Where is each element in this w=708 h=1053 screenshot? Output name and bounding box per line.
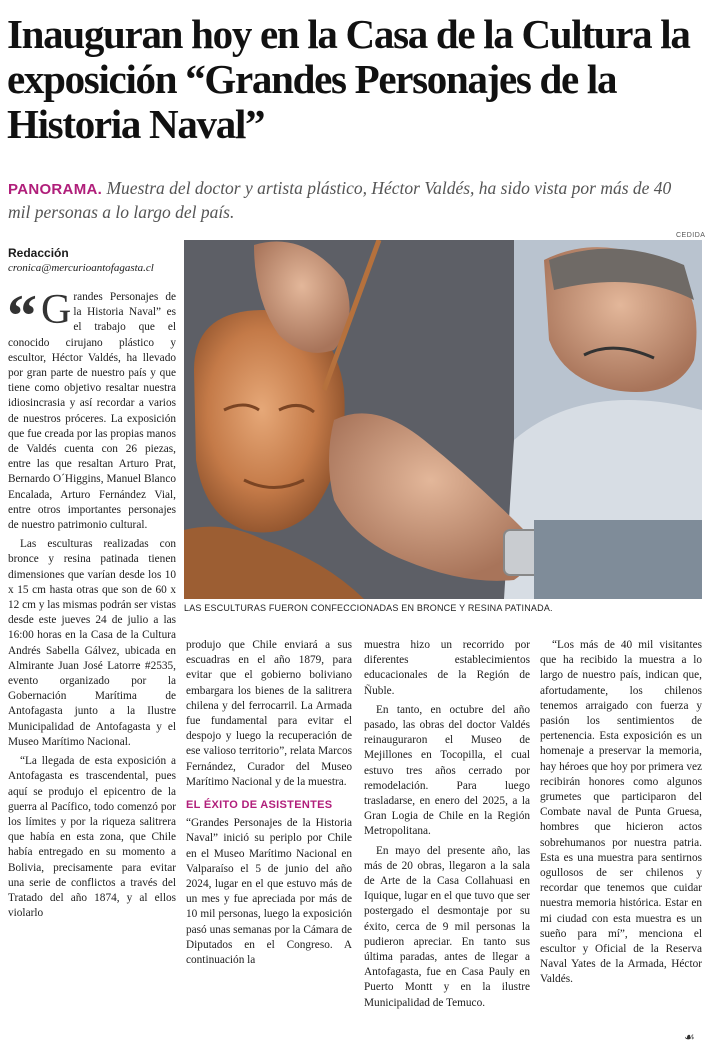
paragraph: produjo que Chile enviará a sus escuadras en el año 1879, para evitar que el gobierno boliviano embargara los bienes de la salitrera chilena y del ferrocarril. La Armada fue fundamental para evitar el despojo y luego la recuperación de ese valioso territorio”, relata Marcos Fernández, Curador del Museo Marítimo Nacional y de la muestra. (186, 639, 352, 788)
deck (8, 177, 698, 223)
deck-text: Muestra del doctor y artista plástico, Héctor Valdés, ha sido vista por más de 40 mil personas a lo largo del país. (8, 178, 672, 222)
lead-paragraph (7, 283, 176, 533)
paragraph: En tanto, en octubre del año pasado, las obras del doctor Valdés reinauguraron el Museo de Mejillones en Tocopilla, el cual estuvo tres años cerrado por remodelación. Para luego trasladarse, en enero del 2025, a la Gran Logia de Chile en la Región Metropolitana. (364, 703, 530, 838)
end-of-article-mark-icon: ☙ (684, 1030, 695, 1044)
drop-quote-mark: “ (7, 283, 37, 349)
sculptor-photo-illustration (184, 240, 702, 599)
section-subhead: EL ÉXITO DE ASISTENTES (186, 799, 333, 812)
paragraph: “Los más de 40 mil visitantes que ha recibido la muestra a lo largo de nuestro país, indican que, afortudamente, los chilenos tenemos arraigado con fuerza y pasión los sentimientos de pertenencia. Esta exposición es un homenaje a preservar la memoria, hay héroes que hoy por primera vez recibirán honores como algunos grumetes que participaron del Combate naval de Punta Gruesa, hombres que hicieron actos sobrehumanos por nuestra patria. Esta es una muestra para sentirnos ogullosos de ser chilenos y recordar que tenemos que cuidar nuestra memoria histórica. Estar en mi ciudad con esta muestra es un sueño para mí”, menciona el escultor y Oficial de la Reserva Naval Yates de la Armada, Héctor Valdés. (540, 639, 702, 986)
headline: Inauguran hoy en la Casa de la Cultura la exposición “Grandes Personajes de la Historia Naval” (7, 11, 690, 147)
paragraph: “La llegada de esta exposición a Antofagasta es trascendental, pues aquí se produjo el epicentro de la guerra al Pacífico, todo comenzó por los límites y por la riqueza salitrera que había en esta zona, que Chile había entregado en su momento a Bolivia, precisamente para evitar una serie de conflictos a través del Tratado del año 1874, y al ellos violarlo (8, 755, 176, 920)
photo-caption: LAS ESCULTURAS FUERON CONFECCIONADAS EN BRONCE Y RESINA PATINADA. (184, 603, 553, 613)
paragraph-text: randes Personajes de la Historia Naval” es el trabajo que el conocido cirujano plástico y escultor, Héctor Valdés, ha llevado por gran parte de nuestro país y que tiene como objetivo resaltar nuestra idiosincrasia y así recordar a varios de nuestros próceres. La exposición que fue creada por las propias manos de Valdés cuenta con 26 piezas, entre las que resaltan Arturo Prat, Bernardo O´Higgins, Manuel Blanco Encalada, Arturo Fernández Vial, entre otros importantes personajes de nuestro patrimonio cultural. (8, 291, 176, 532)
paragraph: muestra hizo un recorrido por diferentes establecimientos educacionales de la Región de Ñuble. (364, 639, 530, 697)
photo-credit: CEDIDA (676, 232, 706, 239)
article-column-2 (186, 638, 352, 972)
article-column-4 (540, 638, 702, 992)
drop-cap: G (41, 287, 72, 333)
byline-author: Redacción (8, 246, 69, 260)
article-photo (184, 240, 702, 599)
article-column-3 (364, 638, 530, 1015)
byline-email[interactable]: cronica@mercurioantofagasta.cl (8, 262, 154, 274)
article-column-1 (7, 283, 176, 925)
paragraph: Las esculturas realizadas con bronce y resina patinada tienen dimensiones que varían desde los 10 x 15 cm hasta otras que son de 60 x 12 cm y las mismas podrán ser vistas desde este jueves 24 de julio a las 16:00 horas en la Casa de la Cultura Andrés Sabella Gálvez, ubicada en Almirante Juan José Latorre #2535, evento organizado por la Gobernación Marítima de Antofagasta junto a la Ilustre Municipalidad de Antofagasta y el Museo Marítimo Nacional. (8, 538, 176, 748)
paragraph: “Grandes Personajes de la Historia Naval” inició su periplo por Chile en el Museo Marítimo Nacional en Valparaíso el 5 de junio del año 2024, lugar en el que estuvo más de un mes y fue apreciada por más de 10 mil personas, luego la exposición pasó unas semanas por la Cámara de Diputados en el Congreso. A continuación la (186, 817, 352, 967)
paragraph: En mayo del presente año, las más de 20 obras, llegaron a la sala de Arte de la Casa Collahuasi en Iquique, lugar en el que tuvo que ser postergado el desmontaje por su éxito, cerca de 9 mil personas la pudieron apreciar. En tanto sus última paradas, antes de llegar a Antofagasta, fue en Casa Pauly en Puerto Montt y en la ilustre Municipalidad de Temuco. (364, 844, 530, 1009)
section-kicker: PANORAMA. (8, 181, 103, 198)
